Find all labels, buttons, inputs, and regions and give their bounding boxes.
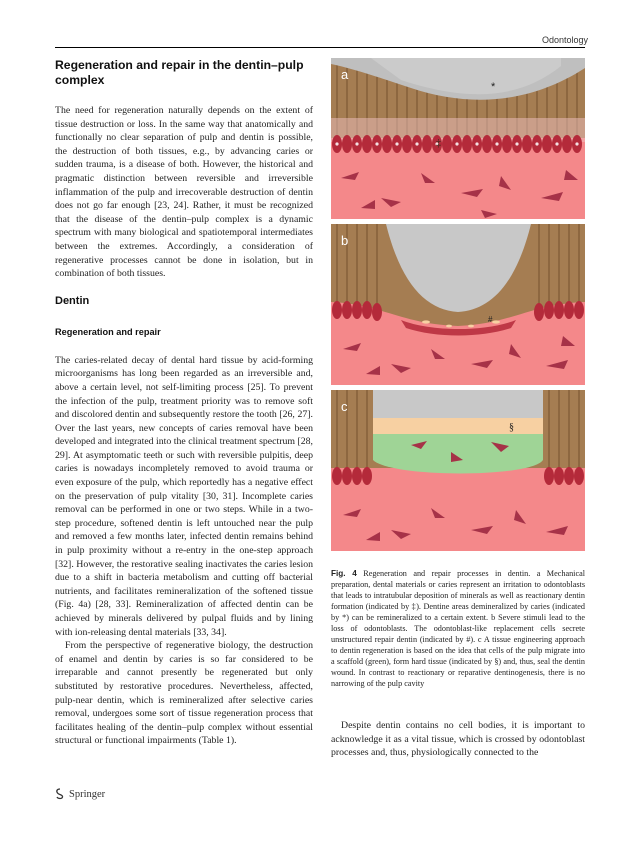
panel-c-label: c [341,399,348,414]
panel-b-label: b [341,233,349,248]
footer [55,788,105,800]
left-column [55,58,313,748]
subheading-regeneration: Regeneration and repair [55,326,161,337]
heading-dentin: Dentin [55,294,90,307]
figure-4 [331,58,585,556]
publisher-name: Springer [69,788,106,800]
caption-text: Regeneration and repair processes in dentin. a Mechanical preparation, dental materials or caries represent an irritation to odontoblasts that leads to intratubular deposition of minerals as well as reactionary dentin formation (indicated by ‡). Dentine areas demineralized by caries (indicated by *) can be remineralized to a certain extent. b Severe stimuli lead to the loss of odontoblasts. The odontoblast-like replacement cells secrete unstructured repair dentin (indicated by #). c A tissue engineering approach to dentin regeneration is based on the idea that cells of the pulp migrate into a scaffold (green), form hard tissue (indicated by §) and, thus, seal the dentin wound. In contrast to reactionary or reparative dentinogenesis, there is no narrowing of the pulp cavity [331,569,585,688]
right-column-text [331,719,585,760]
figure-panel-c [331,390,585,551]
paragraph-2: The caries-related decay of dental hard tissue by acid-forming microorganisms has long been regarded as an irreversible and, above a certain level, not self-limiting process [25]. To prevent the infection of the pulp, treatment priority was to remove soft and discolored dentin and subsequently restore the tooth [26, 27]. Over the last years, new concepts of caries removal have been developed and integrated into the clinical treatment spectrum [28, 29]. At asymptomatic teeth or such with reversible pulpitis, deep caries is nowadays incompletely removed to avoid trauma or even exposure of the pulp, which reportedly has a negative effect on the preservation of pulp vitality [30, 31]. Incomplete caries removal can be performed in one or two steps. While in a two-step procedure, softened dentin is left untouched near the pulp and removed a few months later, infected dentin remains behind in pulp proximity without a re-entry in the one-step approach [32]. However, the restorative sealing inactivates the caries lesion due to a shift in bacteria metabolism and cutting off bacterial nutrients, and facilitates remineralization of the softened tissue (Fig. 4a) [28, 33]. Remineralization of affected dentin can be achieved by minerals delivered by pulpal fluids and by lining with ion-releasing dental materials [33, 34]. [55,354,313,638]
journal-name: Odontology [541,35,588,45]
hash-mark: # [488,315,493,324]
section-mark: § [509,422,514,433]
paragraph-1: The need for regeneration naturally depends on the extent of tissue destruction or loss. In the same way that anatomically and functionally no clear separation of pulp and dentin is possible, the destruction of both tissues, e.g., by advancing caries or sudden trauma, is a disease of both. However, the historical and pragmatic distinction between reversible and irreversible inflammation of the pulp and irrecoverable destruction of dentin does not go far enough [23, 24]. Rather, it must be recognized that the disease of the dentin–pulp complex is a dynamic spectrum with many biological and spatiotemporal intermediates between the extremes. Accordingly, a consideration of regenerative processes cannot be done in isolation, but in combination of both tissues. [55,105,313,280]
springer-logo-icon [55,788,65,800]
figure-caption [331,568,585,689]
header-rule [55,47,585,48]
figure-panel-b [331,224,585,385]
star-mark: * [491,81,496,93]
paragraph-3: From the perspective of regenerative biology, the destruction of enamel and dentin by caries is so far considered to be irreparable and cannot presently be regenerated but only substituted by restorative procedures. Nevertheless, affected, pulp-near dentin, which is remineralized after selective caries removal, undergoes some sort of tissue regeneration process that facilitates healing of the dentin–pulp complex without essential structural or functional impairments (Table 1). [55,640,313,747]
ddagger-mark: ‡ [436,138,441,149]
section-title: Regeneration and repair in the dentin–pulp complex [55,58,304,87]
figure-panel-a [331,58,585,219]
paragraph-right: Despite dentin contains no cell bodies, it is important to acknowledge it as a vital tissue, which is crossed by odontoblast processes and, thus, physiologically connected to the [331,720,585,759]
caption-label: Fig. 4 [331,569,357,578]
panel-a-label: a [341,67,349,82]
